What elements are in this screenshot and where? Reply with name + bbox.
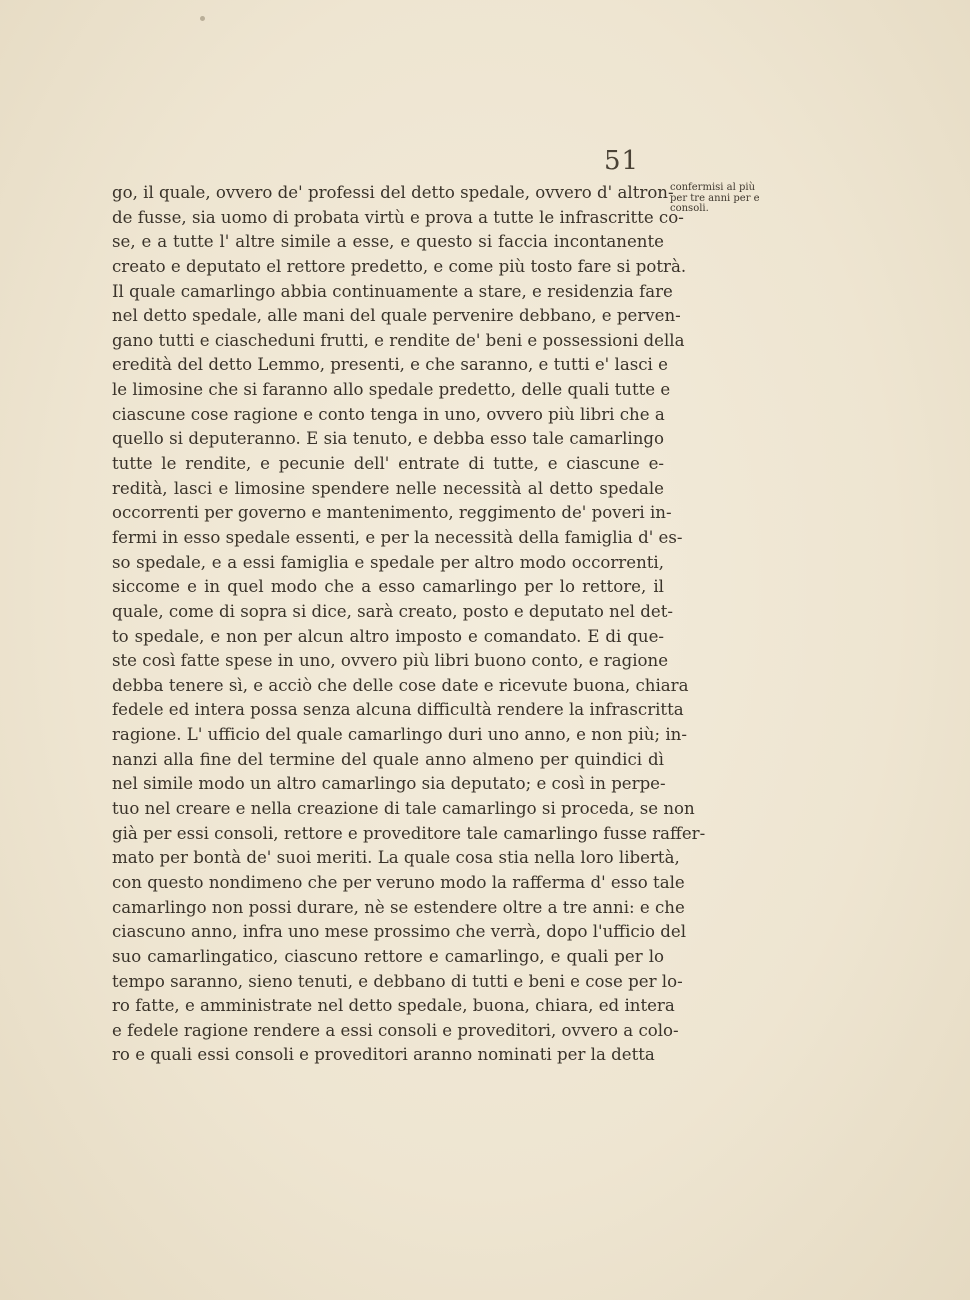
text-line: nel detto spedale, alle mani del quale pervenire debbano, e perven- [112, 306, 681, 326]
marginal-note [670, 183, 790, 215]
text-line: suo camarlingatico, ciascuno rettore e camarlingo, e quali per lo [112, 946, 664, 966]
text-line: ste così fatte spese in uno, ovvero più libri buono conto, e ragione [112, 651, 669, 671]
marginal-note-line: confermisi al più [670, 182, 756, 193]
text-line: creato e deputato el rettore predetto, e come più tosto fare si potrà. [112, 256, 687, 276]
text-line: gano tutti e ciascheduni frutti, e rendite de' beni e possessioni della [112, 330, 685, 350]
text-line: so spedale, e a essi famiglia e spedale per altro modo occorrenti, [112, 552, 664, 572]
text-line: ro fatte, e amministrate nel detto spedale, buona, chiara, ed intera [112, 996, 675, 1016]
text-line: redità, lasci e limosine spendere nelle necessità al detto spedale [112, 478, 664, 498]
text-line: camarlingo non possi durare, nè se estendere oltre a tre anni: e che [112, 897, 685, 917]
text-line: siccome e in quel modo che a esso camarlingo per lo rettore, il [112, 577, 664, 597]
text-line: mato per bontà de' suoi meriti. La quale cosa stia nella loro libertà, [112, 848, 680, 868]
text-line: le limosine che si faranno allo spedale predetto, delle quali tutte e [112, 380, 671, 400]
text-line: ragione. L' ufficio del quale camarlingo duri uno anno, e non più; in- [112, 725, 687, 745]
text-line: ro e quali essi consoli e proveditori aranno nominati per la detta [112, 1045, 655, 1065]
text-line: fermi in esso spedale essenti, e per la necessità della famiglia d' es- [112, 527, 683, 547]
text-line: Il quale camarlingo abbia continuamente a stare, e residenzia fare [112, 281, 673, 301]
text-line: tempo saranno, sieno tenuti, e debbano di tutti e beni e cose per lo- [112, 971, 683, 991]
text-line: con questo nondimeno che per veruno modo la rafferma d' esso tale [112, 872, 685, 892]
text-line: nel simile modo un altro camarlingo sia deputato; e così in perpe- [112, 774, 666, 794]
text-line: to spedale, e non per alcun altro imposto e comandato. E di que- [112, 626, 664, 646]
body-text [112, 181, 706, 1068]
text-line: go, il quale, ovvero de' professi del detto spedale, ovvero d' altron- [112, 183, 674, 202]
text-line: già per essi consoli, rettore e proveditore tale camarlingo fusse raffer- [112, 823, 706, 843]
page-number: 51 [604, 146, 640, 176]
text-line: tuo nel creare e nella creazione di tale camarlingo si proceda, se non [112, 799, 695, 819]
text-line: fedele ed intera possa senza alcuna difficultà rendere la infrascritta [112, 700, 684, 720]
text-line: e fedele ragione rendere a essi consoli e proveditori, ovvero a colo- [112, 1020, 679, 1040]
text-line: de fusse, sia uomo di probata virtù e prova a tutte le infrascritte co- [112, 207, 684, 227]
text-line: se, e a tutte l' altre simile a esse, e questo si faccia incontanente [112, 232, 664, 252]
marginal-note-line: consoli. [670, 203, 709, 214]
text-line: eredità del detto Lemmo, presenti, e che saranno, e tutti e' lasci e [112, 355, 668, 375]
marginal-note-line: per tre anni per e [670, 192, 760, 204]
text-line: occorrenti per governo e mantenimento, reggimento de' poveri in- [112, 503, 672, 523]
text-line: quello si deputeranno. E sia tenuto, e debba esso tale camarlingo [112, 429, 664, 449]
paper-stain [200, 16, 205, 21]
text-line: ciascune cose ragione e conto tenga in uno, ovvero più libri che a [112, 404, 665, 424]
text-line: ciascuno anno, infra uno mese prossimo che verrà, dopo l'ufficio del [112, 922, 687, 942]
text-line: quale, come di sopra si dice, sarà creato, posto e deputato nel det- [112, 601, 673, 621]
text-line: debba tenere sì, e acciò che delle cose date e ricevute buona, chiara [112, 675, 689, 695]
text-line: nanzi alla fine del termine del quale anno almeno per quindici dì [112, 749, 664, 769]
text-line: tutte le rendite, e pecunie dell' entrate di tutte, e ciascune e- [112, 454, 664, 474]
